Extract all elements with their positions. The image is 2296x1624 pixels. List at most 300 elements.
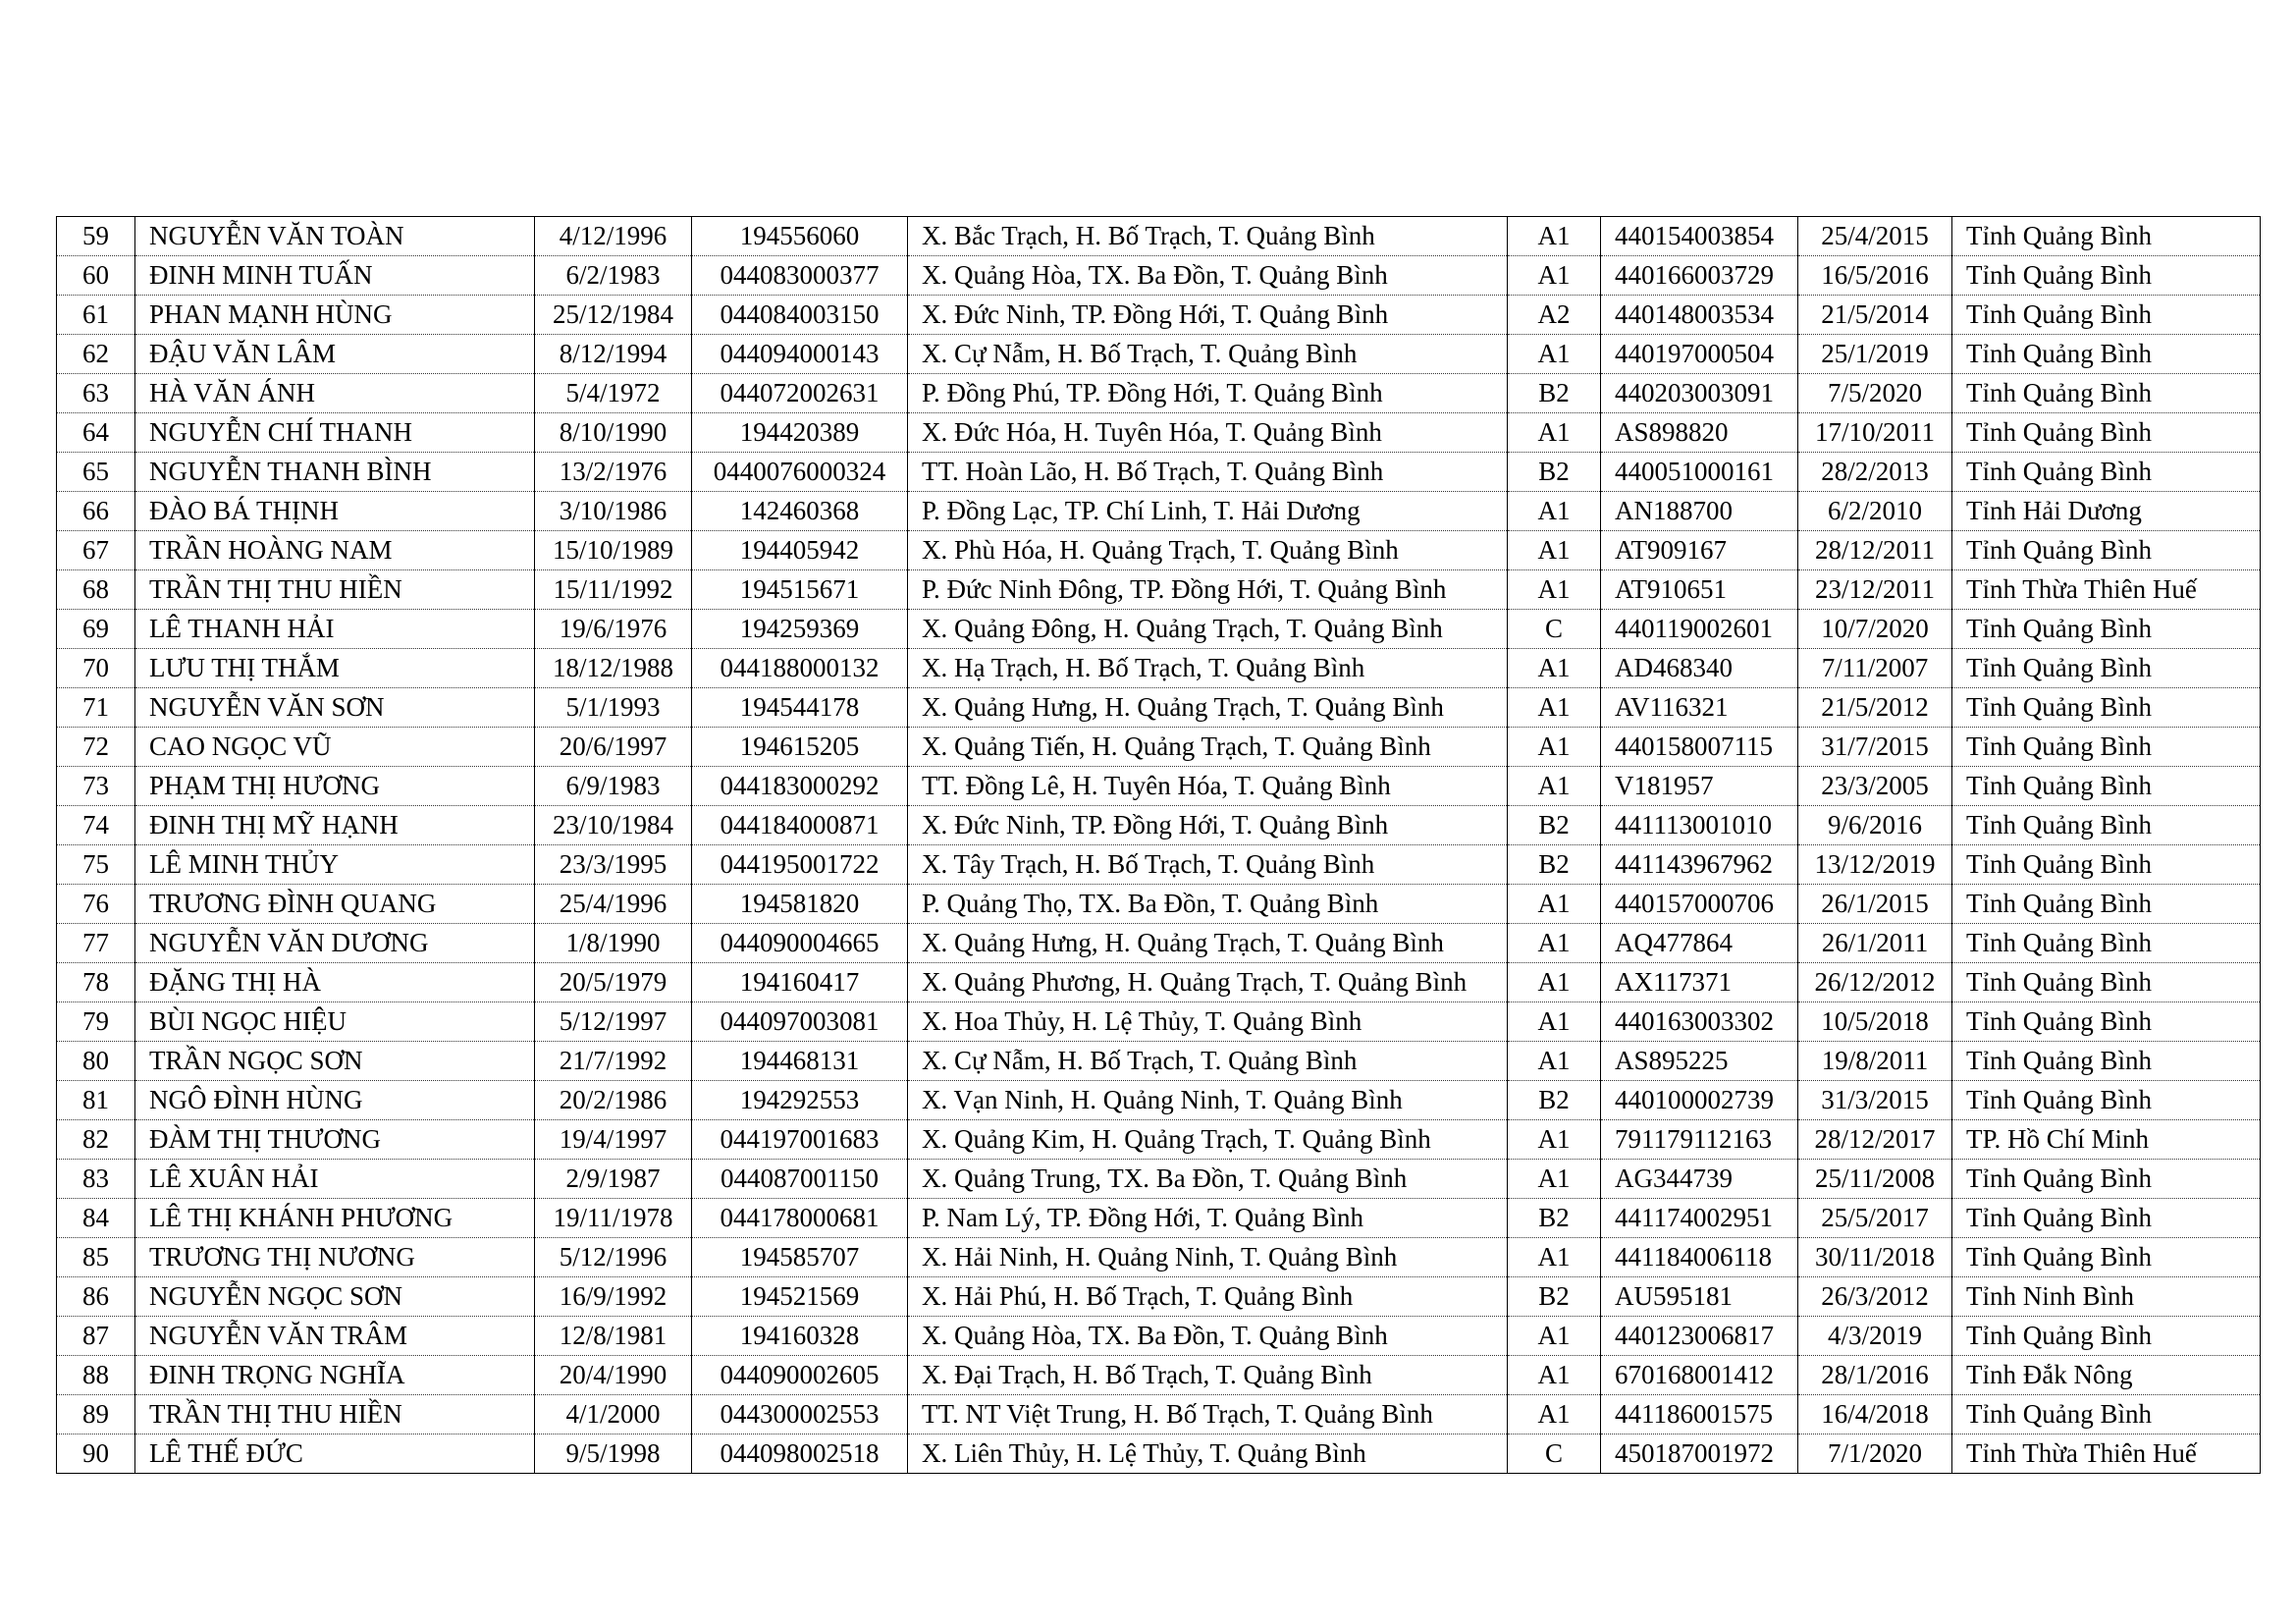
cell-birth-date: 20/4/1990 bbox=[535, 1356, 692, 1395]
cell-row-number: 78 bbox=[57, 963, 135, 1002]
cell-full-name: ĐÀM THỊ THƯƠNG bbox=[135, 1120, 535, 1160]
cell-issue-date: 10/5/2018 bbox=[1798, 1002, 1952, 1042]
cell-id-number: 194420389 bbox=[692, 413, 908, 453]
cell-issue-date: 23/12/2011 bbox=[1798, 570, 1952, 610]
cell-birth-date: 23/3/1995 bbox=[535, 845, 692, 885]
cell-row-number: 70 bbox=[57, 649, 135, 688]
cell-birth-date: 20/2/1986 bbox=[535, 1081, 692, 1120]
cell-id-number: 044087001150 bbox=[692, 1160, 908, 1199]
cell-license-number: 440051000161 bbox=[1601, 453, 1798, 492]
cell-issue-date: 7/5/2020 bbox=[1798, 374, 1952, 413]
cell-address: X. Quảng Trung, TX. Ba Đồn, T. Quảng Bình bbox=[908, 1160, 1508, 1199]
cell-issue-date: 19/8/2011 bbox=[1798, 1042, 1952, 1081]
cell-birth-date: 25/4/1996 bbox=[535, 885, 692, 924]
cell-row-number: 59 bbox=[57, 217, 135, 256]
cell-license-class: B2 bbox=[1508, 374, 1601, 413]
cell-birth-date: 19/6/1976 bbox=[535, 610, 692, 649]
cell-full-name: TRẦN HOÀNG NAM bbox=[135, 531, 535, 570]
cell-full-name: NGUYỄN VĂN TOÀN bbox=[135, 217, 535, 256]
cell-full-name: ĐINH MINH TUẤN bbox=[135, 256, 535, 296]
cell-full-name: NGUYỄN VĂN SƠN bbox=[135, 688, 535, 728]
cell-issue-date: 21/5/2012 bbox=[1798, 688, 1952, 728]
cell-address: X. Tây Trạch, H. Bố Trạch, T. Quảng Bình bbox=[908, 845, 1508, 885]
table-row bbox=[57, 1042, 2261, 1081]
cell-license-number: 670168001412 bbox=[1601, 1356, 1798, 1395]
cell-license-number: 441186001575 bbox=[1601, 1395, 1798, 1435]
cell-license-class: A1 bbox=[1508, 217, 1601, 256]
cell-issue-date: 16/5/2016 bbox=[1798, 256, 1952, 296]
cell-address: X. Quảng Đông, H. Quảng Trạch, T. Quảng Bình bbox=[908, 610, 1508, 649]
cell-license-class: A1 bbox=[1508, 1238, 1601, 1277]
cell-address: X. Hoa Thủy, H. Lệ Thủy, T. Quảng Bình bbox=[908, 1002, 1508, 1042]
cell-id-number: 194160417 bbox=[692, 963, 908, 1002]
cell-license-class: A1 bbox=[1508, 1160, 1601, 1199]
cell-id-number: 044197001683 bbox=[692, 1120, 908, 1160]
cell-issue-date: 28/12/2011 bbox=[1798, 531, 1952, 570]
cell-issue-date: 28/2/2013 bbox=[1798, 453, 1952, 492]
cell-id-number: 194615205 bbox=[692, 728, 908, 767]
cell-full-name: ĐẬU VĂN LÂM bbox=[135, 335, 535, 374]
cell-birth-date: 4/1/2000 bbox=[535, 1395, 692, 1435]
cell-birth-date: 5/12/1997 bbox=[535, 1002, 692, 1042]
cell-birth-date: 25/12/1984 bbox=[535, 296, 692, 335]
cell-issuing-place: Tỉnh Quảng Bình bbox=[1952, 885, 2261, 924]
cell-row-number: 79 bbox=[57, 1002, 135, 1042]
cell-address: X. Đức Hóa, H. Tuyên Hóa, T. Quảng Bình bbox=[908, 413, 1508, 453]
cell-issuing-place: Tỉnh Quảng Bình bbox=[1952, 1199, 2261, 1238]
cell-full-name: TRẦN NGỌC SƠN bbox=[135, 1042, 535, 1081]
cell-full-name: NGUYỄN VĂN DƯƠNG bbox=[135, 924, 535, 963]
cell-issuing-place: Tỉnh Ninh Bình bbox=[1952, 1277, 2261, 1317]
license-table bbox=[56, 216, 2261, 1474]
cell-license-number: 440158007115 bbox=[1601, 728, 1798, 767]
cell-issuing-place: Tỉnh Quảng Bình bbox=[1952, 413, 2261, 453]
cell-license-number: 440148003534 bbox=[1601, 296, 1798, 335]
cell-row-number: 72 bbox=[57, 728, 135, 767]
table-row bbox=[57, 845, 2261, 885]
cell-license-class: A1 bbox=[1508, 1002, 1601, 1042]
cell-id-number: 044195001722 bbox=[692, 845, 908, 885]
cell-row-number: 87 bbox=[57, 1317, 135, 1356]
cell-issuing-place: Tỉnh Quảng Bình bbox=[1952, 335, 2261, 374]
cell-issue-date: 23/3/2005 bbox=[1798, 767, 1952, 806]
cell-id-number: 194292553 bbox=[692, 1081, 908, 1120]
cell-full-name: LÊ MINH THỦY bbox=[135, 845, 535, 885]
cell-birth-date: 13/2/1976 bbox=[535, 453, 692, 492]
cell-issue-date: 31/7/2015 bbox=[1798, 728, 1952, 767]
cell-license-number: AS898820 bbox=[1601, 413, 1798, 453]
cell-issue-date: 28/12/2017 bbox=[1798, 1120, 1952, 1160]
cell-license-class: A1 bbox=[1508, 688, 1601, 728]
cell-address: X. Hạ Trạch, H. Bố Trạch, T. Quảng Bình bbox=[908, 649, 1508, 688]
cell-address: X. Đức Ninh, TP. Đồng Hới, T. Quảng Bình bbox=[908, 296, 1508, 335]
cell-id-number: 194581820 bbox=[692, 885, 908, 924]
cell-full-name: BÙI NGỌC HIỆU bbox=[135, 1002, 535, 1042]
cell-address: X. Cự Nẫm, H. Bố Trạch, T. Quảng Bình bbox=[908, 1042, 1508, 1081]
cell-license-number: 440197000504 bbox=[1601, 335, 1798, 374]
cell-birth-date: 20/5/1979 bbox=[535, 963, 692, 1002]
cell-id-number: 0440076000324 bbox=[692, 453, 908, 492]
cell-full-name: LÊ THANH HẢI bbox=[135, 610, 535, 649]
cell-full-name: TRƯƠNG THỊ NƯƠNG bbox=[135, 1238, 535, 1277]
cell-address: TT. Đồng Lê, H. Tuyên Hóa, T. Quảng Bình bbox=[908, 767, 1508, 806]
cell-address: P. Nam Lý, TP. Đồng Hới, T. Quảng Bình bbox=[908, 1199, 1508, 1238]
cell-issuing-place: Tỉnh Quảng Bình bbox=[1952, 1081, 2261, 1120]
cell-id-number: 044300002553 bbox=[692, 1395, 908, 1435]
cell-birth-date: 20/6/1997 bbox=[535, 728, 692, 767]
table-row bbox=[57, 610, 2261, 649]
cell-full-name: NGUYỄN THANH BÌNH bbox=[135, 453, 535, 492]
cell-birth-date: 3/10/1986 bbox=[535, 492, 692, 531]
cell-license-number: 440203003091 bbox=[1601, 374, 1798, 413]
cell-address: X. Cự Nẫm, H. Bố Trạch, T. Quảng Bình bbox=[908, 335, 1508, 374]
cell-license-class: B2 bbox=[1508, 1277, 1601, 1317]
cell-license-class: A1 bbox=[1508, 335, 1601, 374]
cell-row-number: 74 bbox=[57, 806, 135, 845]
cell-row-number: 75 bbox=[57, 845, 135, 885]
cell-issue-date: 30/11/2018 bbox=[1798, 1238, 1952, 1277]
cell-id-number: 194160328 bbox=[692, 1317, 908, 1356]
cell-row-number: 65 bbox=[57, 453, 135, 492]
cell-address: X. Phù Hóa, H. Quảng Trạch, T. Quảng Bình bbox=[908, 531, 1508, 570]
cell-id-number: 044090004665 bbox=[692, 924, 908, 963]
cell-issuing-place: TP. Hồ Chí Minh bbox=[1952, 1120, 2261, 1160]
cell-full-name: NGÔ ĐÌNH HÙNG bbox=[135, 1081, 535, 1120]
cell-id-number: 044183000292 bbox=[692, 767, 908, 806]
cell-full-name: LÊ THẾ ĐỨC bbox=[135, 1435, 535, 1474]
cell-row-number: 69 bbox=[57, 610, 135, 649]
cell-id-number: 044090002605 bbox=[692, 1356, 908, 1395]
cell-full-name: ĐINH THỊ MỸ HẠNH bbox=[135, 806, 535, 845]
table-row bbox=[57, 649, 2261, 688]
cell-license-class: A1 bbox=[1508, 1395, 1601, 1435]
cell-address: X. Quảng Kim, H. Quảng Trạch, T. Quảng Bình bbox=[908, 1120, 1508, 1160]
cell-issue-date: 6/2/2010 bbox=[1798, 492, 1952, 531]
cell-full-name: TRẦN THỊ THU HIỀN bbox=[135, 570, 535, 610]
cell-issue-date: 7/11/2007 bbox=[1798, 649, 1952, 688]
cell-issue-date: 17/10/2011 bbox=[1798, 413, 1952, 453]
cell-issue-date: 28/1/2016 bbox=[1798, 1356, 1952, 1395]
table-row bbox=[57, 688, 2261, 728]
cell-license-number: 441184006118 bbox=[1601, 1238, 1798, 1277]
cell-license-class: A1 bbox=[1508, 570, 1601, 610]
cell-issue-date: 4/3/2019 bbox=[1798, 1317, 1952, 1356]
cell-issuing-place: Tỉnh Quảng Bình bbox=[1952, 1395, 2261, 1435]
cell-license-number: 441143967962 bbox=[1601, 845, 1798, 885]
license-list-sheet bbox=[56, 216, 2261, 1474]
cell-birth-date: 23/10/1984 bbox=[535, 806, 692, 845]
table-row bbox=[57, 217, 2261, 256]
cell-row-number: 60 bbox=[57, 256, 135, 296]
table-row bbox=[57, 1120, 2261, 1160]
cell-license-class: A1 bbox=[1508, 492, 1601, 531]
cell-license-class: B2 bbox=[1508, 845, 1601, 885]
cell-row-number: 90 bbox=[57, 1435, 135, 1474]
table-row bbox=[57, 1199, 2261, 1238]
table-row bbox=[57, 1277, 2261, 1317]
cell-issuing-place: Tỉnh Quảng Bình bbox=[1952, 531, 2261, 570]
cell-license-number: AU595181 bbox=[1601, 1277, 1798, 1317]
cell-issue-date: 10/7/2020 bbox=[1798, 610, 1952, 649]
cell-issue-date: 25/4/2015 bbox=[1798, 217, 1952, 256]
cell-address: X. Quảng Hưng, H. Quảng Trạch, T. Quảng Bình bbox=[908, 924, 1508, 963]
cell-license-number: AV116321 bbox=[1601, 688, 1798, 728]
cell-issuing-place: Tỉnh Quảng Bình bbox=[1952, 767, 2261, 806]
cell-row-number: 88 bbox=[57, 1356, 135, 1395]
cell-full-name: TRẦN THỊ THU HIỀN bbox=[135, 1395, 535, 1435]
cell-license-number: 440119002601 bbox=[1601, 610, 1798, 649]
cell-birth-date: 12/8/1981 bbox=[535, 1317, 692, 1356]
cell-issuing-place: Tỉnh Quảng Bình bbox=[1952, 806, 2261, 845]
cell-license-class: A1 bbox=[1508, 1120, 1601, 1160]
cell-full-name: ĐÀO BÁ THỊNH bbox=[135, 492, 535, 531]
cell-issuing-place: Tỉnh Quảng Bình bbox=[1952, 296, 2261, 335]
table-row bbox=[57, 492, 2261, 531]
cell-full-name: ĐINH TRỌNG NGHĨA bbox=[135, 1356, 535, 1395]
cell-row-number: 86 bbox=[57, 1277, 135, 1317]
cell-issuing-place: Tỉnh Quảng Bình bbox=[1952, 217, 2261, 256]
table-row bbox=[57, 1435, 2261, 1474]
cell-birth-date: 19/4/1997 bbox=[535, 1120, 692, 1160]
cell-issuing-place: Tỉnh Quảng Bình bbox=[1952, 1317, 2261, 1356]
cell-issuing-place: Tỉnh Quảng Bình bbox=[1952, 610, 2261, 649]
cell-birth-date: 5/4/1972 bbox=[535, 374, 692, 413]
cell-birth-date: 19/11/1978 bbox=[535, 1199, 692, 1238]
cell-license-class: B2 bbox=[1508, 1081, 1601, 1120]
cell-birth-date: 15/10/1989 bbox=[535, 531, 692, 570]
cell-issue-date: 26/3/2012 bbox=[1798, 1277, 1952, 1317]
table-row bbox=[57, 335, 2261, 374]
cell-address: X. Quảng Hòa, TX. Ba Đồn, T. Quảng Bình bbox=[908, 256, 1508, 296]
cell-full-name: ĐẶNG THỊ HÀ bbox=[135, 963, 535, 1002]
cell-row-number: 80 bbox=[57, 1042, 135, 1081]
cell-license-class: A1 bbox=[1508, 728, 1601, 767]
cell-id-number: 044084003150 bbox=[692, 296, 908, 335]
cell-birth-date: 6/9/1983 bbox=[535, 767, 692, 806]
cell-issuing-place: Tỉnh Quảng Bình bbox=[1952, 728, 2261, 767]
cell-birth-date: 5/1/1993 bbox=[535, 688, 692, 728]
table-row bbox=[57, 885, 2261, 924]
cell-id-number: 044097003081 bbox=[692, 1002, 908, 1042]
cell-address: P. Đồng Lạc, TP. Chí Linh, T. Hải Dương bbox=[908, 492, 1508, 531]
cell-id-number: 044083000377 bbox=[692, 256, 908, 296]
cell-id-number: 194544178 bbox=[692, 688, 908, 728]
cell-issuing-place: Tỉnh Hải Dương bbox=[1952, 492, 2261, 531]
cell-id-number: 194515671 bbox=[692, 570, 908, 610]
cell-full-name: HÀ VĂN ÁNH bbox=[135, 374, 535, 413]
cell-issuing-place: Tỉnh Quảng Bình bbox=[1952, 963, 2261, 1002]
cell-license-number: AT909167 bbox=[1601, 531, 1798, 570]
cell-id-number: 044184000871 bbox=[692, 806, 908, 845]
cell-license-class: C bbox=[1508, 610, 1601, 649]
cell-license-number: 450187001972 bbox=[1601, 1435, 1798, 1474]
cell-address: X. Quảng Tiến, H. Quảng Trạch, T. Quảng Bình bbox=[908, 728, 1508, 767]
cell-full-name: NGUYỄN CHÍ THANH bbox=[135, 413, 535, 453]
cell-issue-date: 26/1/2015 bbox=[1798, 885, 1952, 924]
cell-license-number: 440100002739 bbox=[1601, 1081, 1798, 1120]
cell-full-name: NGUYỄN VĂN TRÂM bbox=[135, 1317, 535, 1356]
cell-license-number: AQ477864 bbox=[1601, 924, 1798, 963]
cell-issue-date: 26/12/2012 bbox=[1798, 963, 1952, 1002]
cell-row-number: 82 bbox=[57, 1120, 135, 1160]
cell-issue-date: 25/1/2019 bbox=[1798, 335, 1952, 374]
cell-license-class: A1 bbox=[1508, 767, 1601, 806]
table-row bbox=[57, 413, 2261, 453]
cell-license-class: A1 bbox=[1508, 963, 1601, 1002]
cell-issuing-place: Tỉnh Quảng Bình bbox=[1952, 256, 2261, 296]
cell-license-class: C bbox=[1508, 1435, 1601, 1474]
cell-issuing-place: Tỉnh Quảng Bình bbox=[1952, 924, 2261, 963]
cell-license-class: A1 bbox=[1508, 649, 1601, 688]
cell-row-number: 62 bbox=[57, 335, 135, 374]
table-body bbox=[57, 217, 2261, 1474]
cell-id-number: 044178000681 bbox=[692, 1199, 908, 1238]
cell-issuing-place: Tỉnh Thừa Thiên Huế bbox=[1952, 1435, 2261, 1474]
cell-issuing-place: Tỉnh Quảng Bình bbox=[1952, 845, 2261, 885]
table-row bbox=[57, 1395, 2261, 1435]
cell-issue-date: 21/5/2014 bbox=[1798, 296, 1952, 335]
cell-issue-date: 25/11/2008 bbox=[1798, 1160, 1952, 1199]
cell-full-name: NGUYỄN NGỌC SƠN bbox=[135, 1277, 535, 1317]
cell-license-number: 791179112163 bbox=[1601, 1120, 1798, 1160]
cell-id-number: 194556060 bbox=[692, 217, 908, 256]
cell-address: P. Đức Ninh Đông, TP. Đồng Hới, T. Quảng Bình bbox=[908, 570, 1508, 610]
cell-issue-date: 16/4/2018 bbox=[1798, 1395, 1952, 1435]
table-row bbox=[57, 531, 2261, 570]
cell-address: X. Liên Thủy, H. Lệ Thủy, T. Quảng Bình bbox=[908, 1435, 1508, 1474]
cell-row-number: 63 bbox=[57, 374, 135, 413]
table-row bbox=[57, 963, 2261, 1002]
cell-row-number: 61 bbox=[57, 296, 135, 335]
cell-id-number: 044072002631 bbox=[692, 374, 908, 413]
cell-address: X. Đại Trạch, H. Bố Trạch, T. Quảng Bình bbox=[908, 1356, 1508, 1395]
cell-row-number: 89 bbox=[57, 1395, 135, 1435]
table-row bbox=[57, 1317, 2261, 1356]
cell-address: TT. Hoàn Lão, H. Bố Trạch, T. Quảng Bình bbox=[908, 453, 1508, 492]
cell-address: X. Bắc Trạch, H. Bố Trạch, T. Quảng Bình bbox=[908, 217, 1508, 256]
cell-row-number: 76 bbox=[57, 885, 135, 924]
cell-license-class: A2 bbox=[1508, 296, 1601, 335]
cell-address: X. Quảng Hưng, H. Quảng Trạch, T. Quảng Bình bbox=[908, 688, 1508, 728]
cell-address: X. Hải Phú, H. Bố Trạch, T. Quảng Bình bbox=[908, 1277, 1508, 1317]
cell-issue-date: 31/3/2015 bbox=[1798, 1081, 1952, 1120]
cell-address: P. Đồng Phú, TP. Đồng Hới, T. Quảng Bình bbox=[908, 374, 1508, 413]
table-row bbox=[57, 767, 2261, 806]
table-row bbox=[57, 570, 2261, 610]
cell-issuing-place: Tỉnh Quảng Bình bbox=[1952, 688, 2261, 728]
cell-birth-date: 2/9/1987 bbox=[535, 1160, 692, 1199]
cell-birth-date: 15/11/1992 bbox=[535, 570, 692, 610]
cell-row-number: 81 bbox=[57, 1081, 135, 1120]
cell-license-class: A1 bbox=[1508, 924, 1601, 963]
cell-license-class: B2 bbox=[1508, 1199, 1601, 1238]
cell-id-number: 194259369 bbox=[692, 610, 908, 649]
cell-full-name: LÊ THỊ KHÁNH PHƯƠNG bbox=[135, 1199, 535, 1238]
cell-id-number: 044188000132 bbox=[692, 649, 908, 688]
cell-id-number: 142460368 bbox=[692, 492, 908, 531]
cell-id-number: 194585707 bbox=[692, 1238, 908, 1277]
cell-license-number: AX117371 bbox=[1601, 963, 1798, 1002]
cell-address: X. Hải Ninh, H. Quảng Ninh, T. Quảng Bình bbox=[908, 1238, 1508, 1277]
cell-full-name: PHAN MẠNH HÙNG bbox=[135, 296, 535, 335]
cell-issuing-place: Tỉnh Quảng Bình bbox=[1952, 1238, 2261, 1277]
cell-row-number: 85 bbox=[57, 1238, 135, 1277]
cell-license-number: AT910651 bbox=[1601, 570, 1798, 610]
cell-birth-date: 8/12/1994 bbox=[535, 335, 692, 374]
cell-issue-date: 25/5/2017 bbox=[1798, 1199, 1952, 1238]
cell-row-number: 64 bbox=[57, 413, 135, 453]
cell-address: P. Quảng Thọ, TX. Ba Đồn, T. Quảng Bình bbox=[908, 885, 1508, 924]
cell-birth-date: 21/7/1992 bbox=[535, 1042, 692, 1081]
cell-row-number: 66 bbox=[57, 492, 135, 531]
table-row bbox=[57, 256, 2261, 296]
cell-issue-date: 26/1/2011 bbox=[1798, 924, 1952, 963]
cell-birth-date: 16/9/1992 bbox=[535, 1277, 692, 1317]
cell-issuing-place: Tỉnh Quảng Bình bbox=[1952, 1042, 2261, 1081]
cell-birth-date: 18/12/1988 bbox=[535, 649, 692, 688]
cell-full-name: TRƯƠNG ĐÌNH QUANG bbox=[135, 885, 535, 924]
cell-issuing-place: Tỉnh Đắk Nông bbox=[1952, 1356, 2261, 1395]
cell-license-class: A1 bbox=[1508, 531, 1601, 570]
cell-issuing-place: Tỉnh Quảng Bình bbox=[1952, 374, 2261, 413]
cell-full-name: CAO NGỌC VŨ bbox=[135, 728, 535, 767]
cell-id-number: 194468131 bbox=[692, 1042, 908, 1081]
table-row bbox=[57, 728, 2261, 767]
cell-license-class: A1 bbox=[1508, 1317, 1601, 1356]
cell-license-class: A1 bbox=[1508, 885, 1601, 924]
cell-issuing-place: Tỉnh Quảng Bình bbox=[1952, 649, 2261, 688]
cell-issuing-place: Tỉnh Quảng Bình bbox=[1952, 453, 2261, 492]
table-row bbox=[57, 1356, 2261, 1395]
cell-address: X. Đức Ninh, TP. Đồng Hới, T. Quảng Bình bbox=[908, 806, 1508, 845]
table-row bbox=[57, 1081, 2261, 1120]
cell-row-number: 67 bbox=[57, 531, 135, 570]
cell-issuing-place: Tỉnh Thừa Thiên Huế bbox=[1952, 570, 2261, 610]
cell-license-class: B2 bbox=[1508, 806, 1601, 845]
table-row bbox=[57, 1002, 2261, 1042]
cell-license-number: AD468340 bbox=[1601, 649, 1798, 688]
cell-id-number: 194521569 bbox=[692, 1277, 908, 1317]
cell-license-class: B2 bbox=[1508, 453, 1601, 492]
cell-issue-date: 13/12/2019 bbox=[1798, 845, 1952, 885]
cell-row-number: 83 bbox=[57, 1160, 135, 1199]
cell-license-class: A1 bbox=[1508, 413, 1601, 453]
cell-row-number: 71 bbox=[57, 688, 135, 728]
cell-birth-date: 1/8/1990 bbox=[535, 924, 692, 963]
cell-license-number: 440157000706 bbox=[1601, 885, 1798, 924]
cell-license-number: 441174002951 bbox=[1601, 1199, 1798, 1238]
cell-license-number: 440166003729 bbox=[1601, 256, 1798, 296]
cell-issuing-place: Tỉnh Quảng Bình bbox=[1952, 1160, 2261, 1199]
table-row bbox=[57, 1238, 2261, 1277]
cell-license-number: 440154003854 bbox=[1601, 217, 1798, 256]
cell-id-number: 044098002518 bbox=[692, 1435, 908, 1474]
cell-issuing-place: Tỉnh Quảng Bình bbox=[1952, 1002, 2261, 1042]
cell-license-number: 441113001010 bbox=[1601, 806, 1798, 845]
cell-license-number: 440163003302 bbox=[1601, 1002, 1798, 1042]
cell-birth-date: 9/5/1998 bbox=[535, 1435, 692, 1474]
cell-license-number: AN188700 bbox=[1601, 492, 1798, 531]
cell-row-number: 84 bbox=[57, 1199, 135, 1238]
cell-birth-date: 5/12/1996 bbox=[535, 1238, 692, 1277]
cell-birth-date: 8/10/1990 bbox=[535, 413, 692, 453]
cell-id-number: 194405942 bbox=[692, 531, 908, 570]
cell-license-number: AG344739 bbox=[1601, 1160, 1798, 1199]
cell-issue-date: 7/1/2020 bbox=[1798, 1435, 1952, 1474]
cell-row-number: 73 bbox=[57, 767, 135, 806]
cell-full-name: PHẠM THỊ HƯƠNG bbox=[135, 767, 535, 806]
table-row bbox=[57, 296, 2261, 335]
